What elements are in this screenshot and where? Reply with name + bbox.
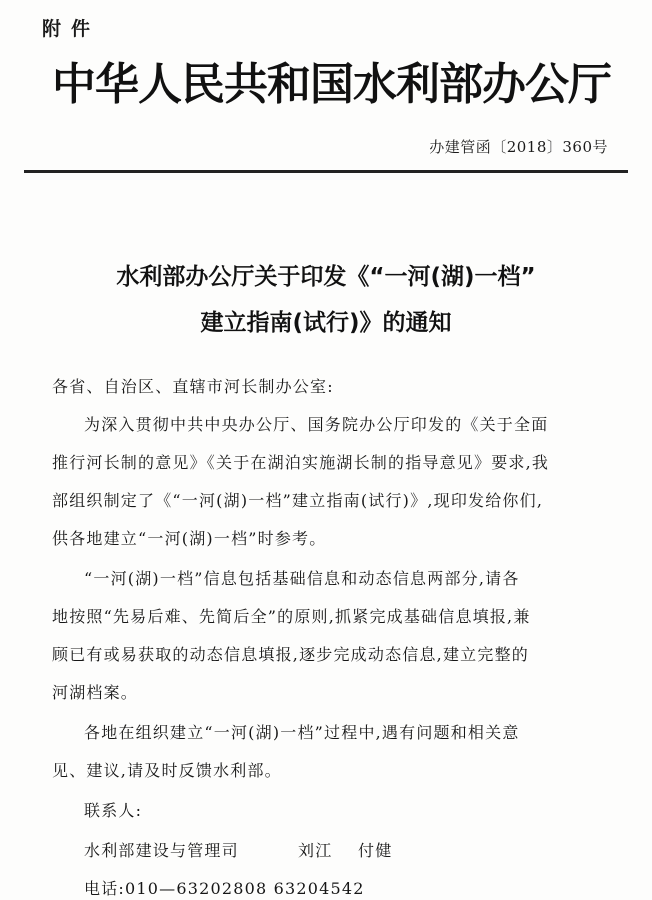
- notice-title: [40, 254, 612, 346]
- paragraph-2-line: 地按照“先易后难、先简后全”的原则,抓紧完成基础信息填报,兼: [52, 607, 531, 626]
- paragraph-1-line: 推行河长制的意见》《关于在湖泊实施湖长制的指导意见》要求,我: [52, 453, 550, 472]
- paragraph-1-line: 为深入贯彻中共中央办公厅、国务院办公厅印发的《关于全面: [84, 415, 549, 434]
- contact-person: 付健: [358, 841, 393, 860]
- paragraph-3-line: 见、建议,请及时反馈水利部。: [52, 761, 282, 780]
- contact-person: 刘江: [298, 841, 333, 860]
- paragraph-2-line: 河湖档案。: [52, 683, 139, 702]
- paragraph-2-line: “一河(湖)一档”信息包括基础信息和动态信息两部分,请各: [84, 569, 520, 588]
- paragraph-3-line: 各地在组织建立“一河(湖)一档”过程中,遇有问题和相关意: [84, 723, 520, 742]
- issuing-organization: 中华人民共和国水利部办公厅: [52, 59, 611, 110]
- paragraph-1-line: 部组织制定了《“一河(湖)一档”建立指南(试行)》,现印发给你们,: [52, 491, 544, 510]
- salutation: 各省、自治区、直辖市河长制办公室:: [52, 377, 334, 396]
- header-rule: [24, 170, 628, 173]
- contact-label: 联系人:: [84, 801, 143, 820]
- title-line-2: 建立指南(试行)》的通知: [200, 310, 452, 336]
- contact-department: 水利部建设与管理司: [84, 841, 239, 860]
- contact-phone: 电话:010—63202808 63204542: [84, 879, 365, 898]
- title-line-1: 水利部办公厅关于印发《“一河(湖)一档”: [116, 264, 536, 290]
- attachment-label: 附件: [42, 18, 101, 40]
- document-number: 办建管函〔2018〕360号: [429, 138, 608, 156]
- paragraph-2-line: 顾已有或易获取的动态信息填报,逐步完成动态信息,建立完整的: [52, 645, 529, 664]
- paragraph-1-line: 供各地建立“一河(湖)一档”时参考。: [52, 529, 327, 548]
